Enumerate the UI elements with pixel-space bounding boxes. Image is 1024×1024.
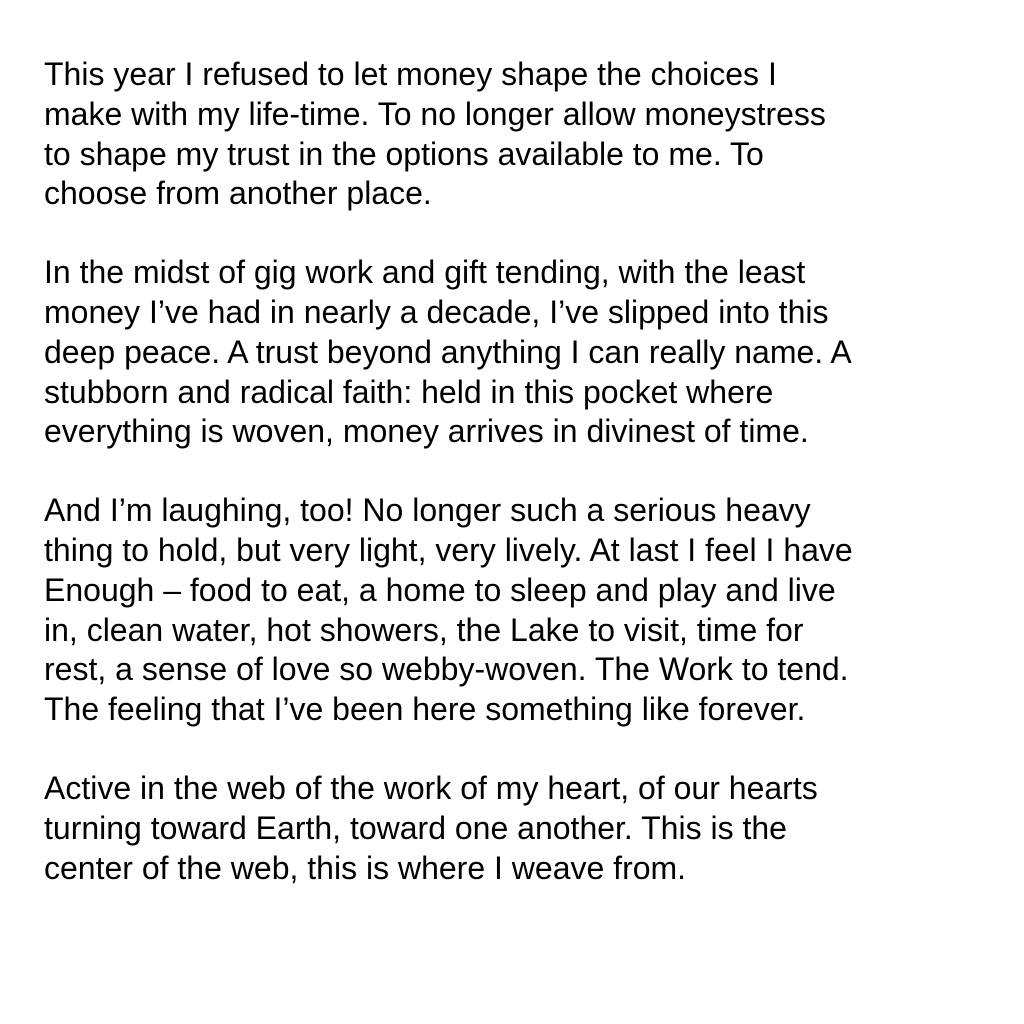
paragraph-money-choices: This year I refused to let money shape the choices I make with my life-time. To no longer allow moneystress to shape my trust in the options available to me. To choose from another place. bbox=[44, 56, 826, 212]
paragraph-laughing-enough: And I’m laughing, too! No longer such a serious heavy thing to hold, but very light, very lively. At last I feel I have Enough – food to eat, a home to sleep and play and live in, clean water, hot showers, the Lake to visit, time for rest, a sense of love so webby-woven. The Work to tend. The feeling that I’ve been here something like forever. bbox=[44, 492, 853, 728]
document-body bbox=[44, 55, 954, 927]
paragraph-web-of-heart: Active in the web of the work of my heart, of our hearts turning toward Earth, toward one another. This is the center of the web, this is where I weave from. bbox=[44, 769, 818, 886]
paragraph-deep-peace: In the midst of gig work and gift tending, with the least money I’ve had in nearly a decade, I’ve slipped into this deep peace. A trust beyond anything I can really name. A stubborn and radical faith: held in this pocket where everything is woven, money arrives in divinest of time. bbox=[44, 254, 852, 450]
